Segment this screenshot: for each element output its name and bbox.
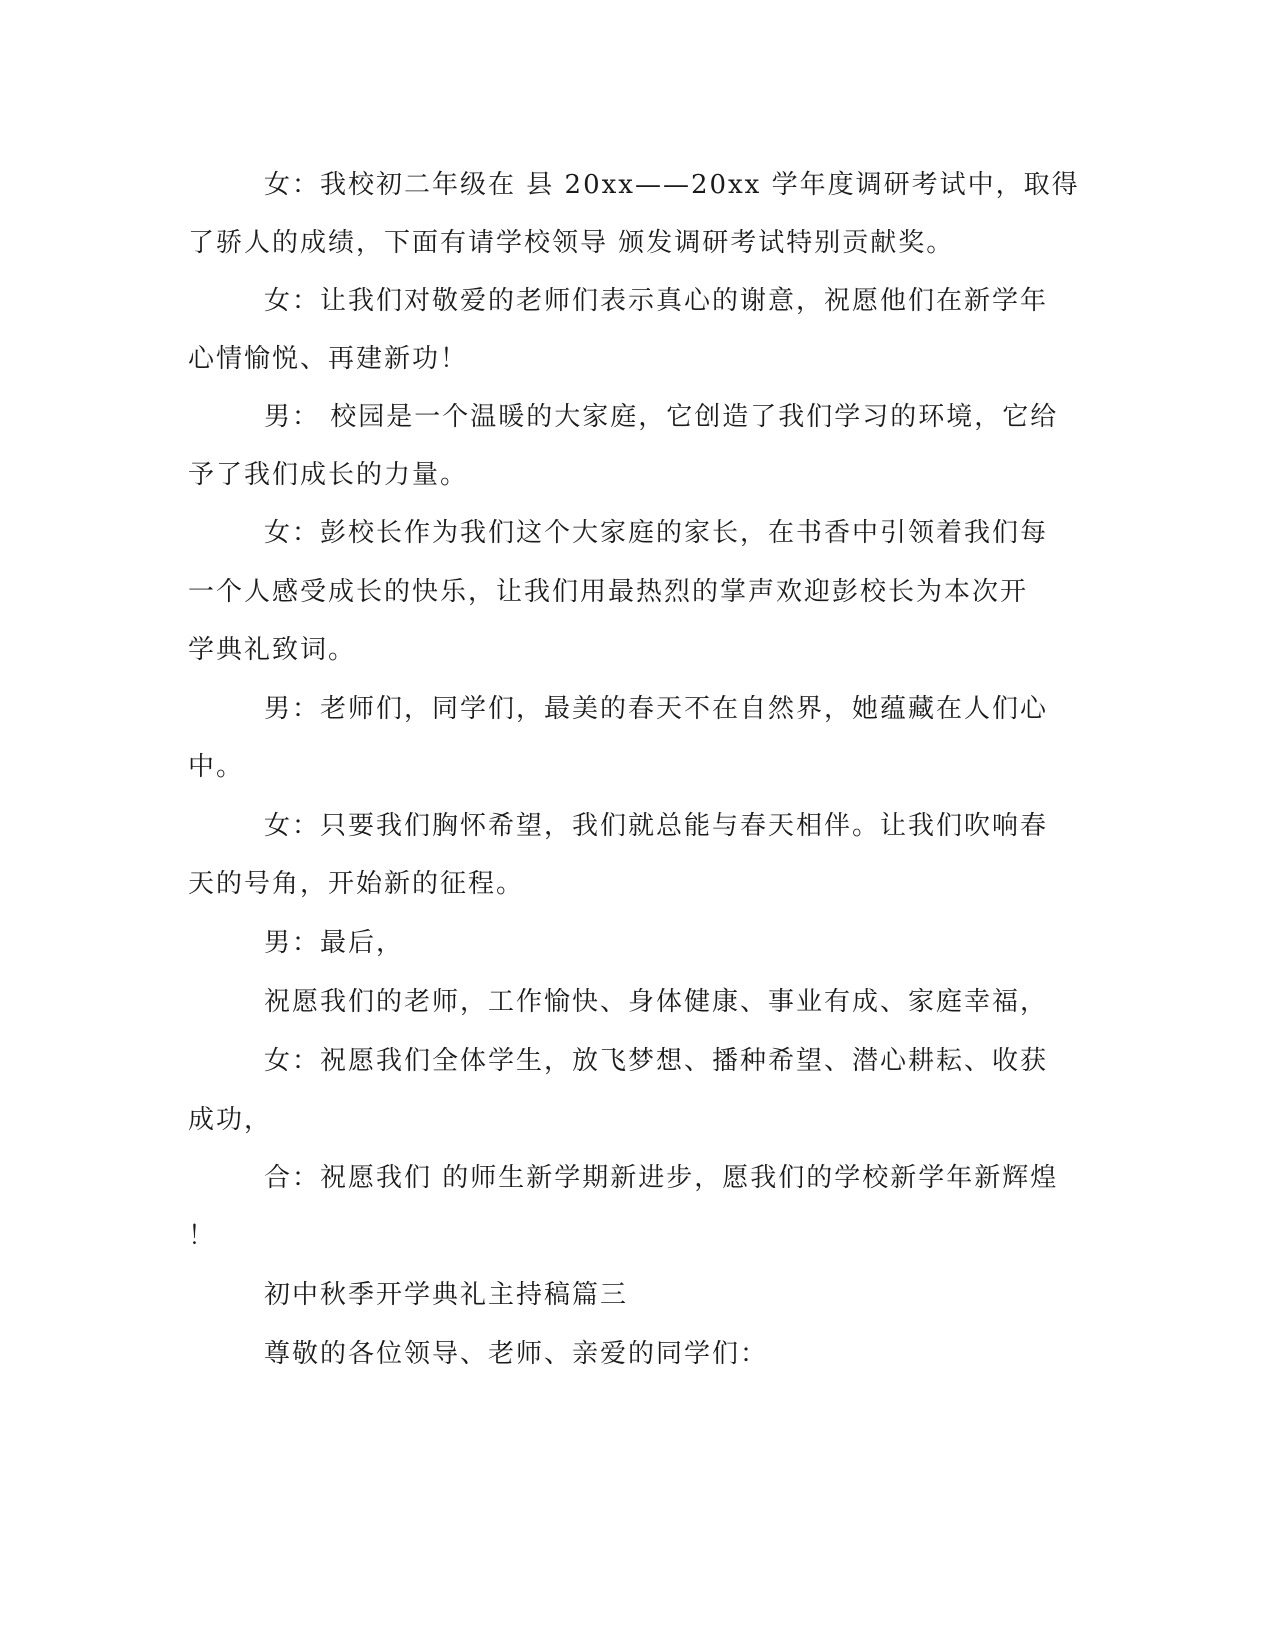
text-line: 女：祝愿我们全体学生，放飞梦想、播种希望、潜心耕耘、收获 [264, 1046, 1049, 1076]
text-line: 心情愉悦、再建新功！ [188, 344, 469, 374]
text-line: 男： 校园是一个温暖的大家庭，它创造了我们学习的环境，它给 [264, 402, 1059, 432]
text-line: 成功， [188, 1105, 273, 1135]
section-heading: 初中秋季开学典礼主持稿篇三 [264, 1280, 629, 1310]
text-line: 男：老师们，同学们，最美的春天不在自然界，她蕴藏在人们心 [264, 694, 1049, 724]
salutation: 尊敬的各位领导、老师、亲爱的同学们： [264, 1339, 769, 1369]
text-line: 了骄人的成绩，下面有请学校领导 颁发调研考试特别贡献奖。 [188, 228, 955, 258]
text-line: 女：让我们对敬爱的老师们表示真心的谢意，祝愿他们在新学年 [264, 286, 1049, 316]
text-line: 予了我们成长的力量。 [188, 460, 469, 490]
text-line: ！ [188, 1221, 217, 1251]
text-line: 天的号角，开始新的征程。 [188, 869, 525, 899]
text-line: 女：只要我们胸怀希望，我们就总能与春天相伴。让我们吹响春 [264, 811, 1049, 841]
text-line: 男：最后， [264, 928, 405, 958]
text-line: 学典礼致词。 [188, 635, 357, 665]
text-line: 女：彭校长作为我们这个大家庭的家长，在书香中引领着我们每 [264, 518, 1049, 548]
text-line: 中。 [188, 752, 245, 782]
text-line: 合：祝愿我们 的师生新学期新进步，愿我们的学校新学年新辉煌 [264, 1163, 1059, 1193]
text-line: 一个人感受成长的快乐，让我们用最热烈的掌声欢迎彭校长为本次开 [188, 577, 1029, 607]
text-line: 祝愿我们的老师，工作愉快、身体健康、事业有成、家庭幸福， [264, 987, 1049, 1017]
text-line: 女：我校初二年级在 县 20xx——20xx 学年度调研考试中，取得 [264, 170, 1080, 200]
